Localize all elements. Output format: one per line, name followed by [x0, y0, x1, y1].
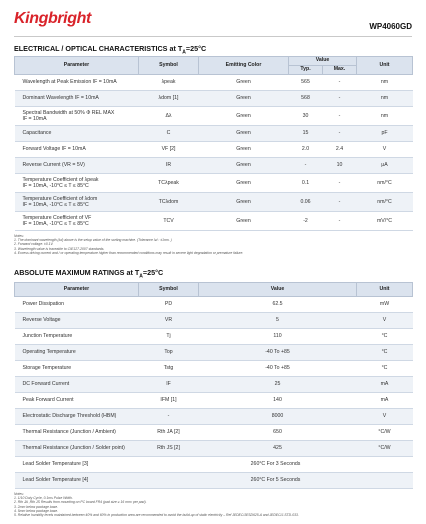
typ-cell: - — [289, 158, 323, 174]
table-row — [15, 329, 413, 345]
absolute-ratings-table — [14, 282, 413, 489]
brand-logo: Kingbright — [14, 10, 91, 27]
table-row — [15, 193, 413, 212]
symbol-cell: Top — [139, 345, 199, 361]
absolute-table-body — [15, 297, 413, 489]
max-cell: - — [323, 174, 357, 193]
typ-cell: -2 — [289, 212, 323, 231]
unit-cell: °C — [357, 345, 413, 361]
value-cell: 260°C For 3 Seconds — [139, 457, 413, 473]
symbol-cell: IF — [139, 377, 199, 393]
unit-cell: pF — [357, 126, 413, 142]
parameter-cell: Power Dissipation — [15, 297, 139, 313]
electrical-characteristics-table — [14, 56, 413, 231]
parameter-cell: Wavelength at Peak Emission IF = 10mA — [15, 75, 139, 91]
value-cell: 650 — [199, 425, 357, 441]
unit-cell: nm/°C — [357, 193, 413, 212]
parameter-cell: Capacitance — [15, 126, 139, 142]
emitting-color-cell: Green — [199, 142, 289, 158]
emitting-color-cell: Green — [199, 174, 289, 193]
emitting-color-cell: Green — [199, 212, 289, 231]
symbol-cell: IFM [1] — [139, 393, 199, 409]
electrical-notes — [14, 234, 412, 255]
typ-cell: 0.06 — [289, 193, 323, 212]
parameter-cell: Temperature Coefficient of λpeak IF = 10mA, -10°C ≤ T ≤ 85°C — [15, 174, 139, 193]
abs-col-value: Value — [199, 283, 357, 297]
max-cell: - — [323, 126, 357, 142]
table-row — [15, 91, 413, 107]
unit-cell: nm — [357, 107, 413, 126]
table-row — [15, 361, 413, 377]
typ-cell: 30 — [289, 107, 323, 126]
note-line: 1. The dominant wavelength (λd) above is the setup value of the sorting machine. (Tolerance λd : ±1nm. ) — [14, 238, 172, 243]
value-cell: -40 To +85 — [199, 361, 357, 377]
electrical-table-body — [15, 75, 413, 231]
value-cell: 110 — [199, 329, 357, 345]
unit-cell: °C/W — [357, 441, 413, 457]
parameter-cell: Thermal Resistance (Junction / Ambient) — [15, 425, 139, 441]
parameter-cell: Electrostatic Discharge Threshold (HBM) — [15, 409, 139, 425]
col-parameter: Parameter — [15, 57, 139, 75]
col-unit: Unit — [357, 57, 413, 75]
table-row — [15, 297, 413, 313]
table-row — [15, 142, 413, 158]
note-line: 2. Forward voltage: ±0.1V. — [14, 242, 54, 247]
emitting-color-cell: Green — [199, 193, 289, 212]
symbol-cell: IR — [139, 158, 199, 174]
symbol-cell: TCλpeak — [139, 174, 199, 193]
unit-cell: nm — [357, 91, 413, 107]
typ-cell: 15 — [289, 126, 323, 142]
table-row — [15, 473, 413, 489]
unit-cell: nm/°C — [357, 174, 413, 193]
symbol-cell: Tstg — [139, 361, 199, 377]
table-row — [15, 126, 413, 142]
part-number: WP4060GD — [369, 22, 412, 31]
parameter-cell: Dominant Wavelength IF = 10mA — [15, 91, 139, 107]
table-row — [15, 441, 413, 457]
value-cell: 5 — [199, 313, 357, 329]
max-cell: - — [323, 212, 357, 231]
parameter-cell: Forward Voltage IF = 10mA — [15, 142, 139, 158]
max-cell: - — [323, 193, 357, 212]
symbol-cell: Δλ — [139, 107, 199, 126]
table-row — [15, 409, 413, 425]
max-cell: - — [323, 107, 357, 126]
table-row — [15, 158, 413, 174]
col-emitting-color: Emitting Color — [199, 57, 289, 75]
unit-cell: μA — [357, 158, 413, 174]
symbol-cell: Rth JS [2] — [139, 441, 199, 457]
note-line: 1. 1/10 Duty Cycle, 0.1ms Pulse Width. — [14, 496, 73, 501]
parameter-cell: Lead Solder Temperature [4] — [15, 473, 139, 489]
col-value: Value — [289, 57, 357, 66]
note-line: 3. Wavelength value is traceable to CIE127-2007 standards. — [14, 246, 105, 251]
table-row — [15, 107, 413, 126]
unit-cell: V — [357, 409, 413, 425]
unit-cell: nm — [357, 75, 413, 91]
symbol-cell: Rth JA [2] — [139, 425, 199, 441]
max-cell: 10 — [323, 158, 357, 174]
symbol-cell: λpeak — [139, 75, 199, 91]
typ-cell: 568 — [289, 91, 323, 107]
unit-cell: mA — [357, 393, 413, 409]
unit-cell: mW — [357, 297, 413, 313]
unit-cell: °C — [357, 361, 413, 377]
col-symbol: Symbol — [139, 57, 199, 75]
max-cell: - — [323, 75, 357, 91]
note-line: 4. Excess driving current and / or operating temperature higher than recommended conditions may result in severe light degradation or premature failure. — [14, 250, 244, 255]
table-row — [15, 393, 413, 409]
table-row — [15, 313, 413, 329]
table-row — [15, 457, 413, 473]
emitting-color-cell: Green — [199, 107, 289, 126]
max-cell: - — [323, 91, 357, 107]
abs-col-unit: Unit — [357, 283, 413, 297]
symbol-cell: VR — [139, 313, 199, 329]
parameter-cell: Reverse Current (VR = 5V) — [15, 158, 139, 174]
absolute-notes — [14, 492, 412, 517]
symbol-cell: Tj — [139, 329, 199, 345]
parameter-cell: Temperature Coefficient of λdom IF = 10mA, -10°C ≤ T ≤ 85°C — [15, 193, 139, 212]
value-cell: 25 — [199, 377, 357, 393]
table-row — [15, 75, 413, 91]
note-line: 2. Rth JA ,Rth JS Results from mounting on PC board FR4 (pad size ≥ 16 mm² per pad). — [14, 500, 147, 505]
electrical-section-title: ELECTRICAL / OPTICAL CHARACTERISTICS at $T_A=25^\circ C$ — [14, 44, 207, 56]
emitting-color-cell: Green — [199, 126, 289, 142]
emitting-color-cell: Green — [199, 75, 289, 91]
symbol-cell: VF [2] — [139, 142, 199, 158]
symbol-cell: - — [139, 409, 199, 425]
parameter-cell: Lead Solder Temperature [3] — [15, 457, 139, 473]
symbol-cell: PD — [139, 297, 199, 313]
unit-cell: °C/W — [357, 425, 413, 441]
table-row — [15, 212, 413, 231]
note-line: 4. 5mm below package base. — [14, 508, 59, 513]
parameter-cell: DC Forward Current — [15, 377, 139, 393]
max-cell: 2.4 — [323, 142, 357, 158]
parameter-cell: Temperature Coefficient of VF IF = 10mA, -10°C ≤ T ≤ 85°C — [15, 212, 139, 231]
table-row — [15, 345, 413, 361]
parameter-cell: Spectral Bandwidth at 50% Φ REL MAX IF = 10mA — [15, 107, 139, 126]
parameter-cell: Thermal Resistance (Junction / Solder point) — [15, 441, 139, 457]
typ-cell: 2.0 — [289, 142, 323, 158]
symbol-cell: TCλdom — [139, 193, 199, 212]
value-cell: 8000 — [199, 409, 357, 425]
parameter-cell: Operating Temperature — [15, 345, 139, 361]
emitting-color-cell: Green — [199, 91, 289, 107]
value-cell: -40 To +85 — [199, 345, 357, 361]
absolute-section-title: ABSOLUTE MAXIMUM RATINGS at $T_A=25^\circ C$ — [14, 268, 164, 280]
abs-col-symbol: Symbol — [139, 283, 199, 297]
value-cell: 140 — [199, 393, 357, 409]
typ-cell: 0.1 — [289, 174, 323, 193]
value-cell: 425 — [199, 441, 357, 457]
col-typ: Typ. — [289, 66, 323, 75]
parameter-cell: Peak Forward Current — [15, 393, 139, 409]
note-line: 5. Relative humidity levels maintained between 40% and 60% in production area are recommended to avoid the build-up of static electricity – Ref JEDEC/JESD625-A and JEDEC/J-STD-033. — [14, 513, 299, 518]
unit-cell: mA — [357, 377, 413, 393]
unit-cell: mV/°C — [357, 212, 413, 231]
value-cell: 260°C For 5 Seconds — [139, 473, 413, 489]
symbol-cell: λdom [1] — [139, 91, 199, 107]
page-header — [14, 10, 412, 32]
symbol-cell: TCV — [139, 212, 199, 231]
note-line: Notes: — [14, 234, 24, 238]
table-row — [15, 377, 413, 393]
table-row — [15, 174, 413, 193]
note-line: 3. 2mm below package base. — [14, 504, 59, 509]
emitting-color-cell: Green — [199, 158, 289, 174]
unit-cell: V — [357, 142, 413, 158]
typ-cell: 565 — [289, 75, 323, 91]
table-row — [15, 425, 413, 441]
symbol-cell: C — [139, 126, 199, 142]
parameter-cell: Storage Temperature — [15, 361, 139, 377]
parameter-cell: Reverse Voltage — [15, 313, 139, 329]
header-divider — [14, 36, 412, 37]
abs-col-parameter: Parameter — [15, 283, 139, 297]
value-cell: 62.5 — [199, 297, 357, 313]
note-line: Notes: — [14, 492, 24, 496]
parameter-cell: Junction Temperature — [15, 329, 139, 345]
unit-cell: °C — [357, 329, 413, 345]
col-max: Max. — [323, 66, 357, 75]
unit-cell: V — [357, 313, 413, 329]
